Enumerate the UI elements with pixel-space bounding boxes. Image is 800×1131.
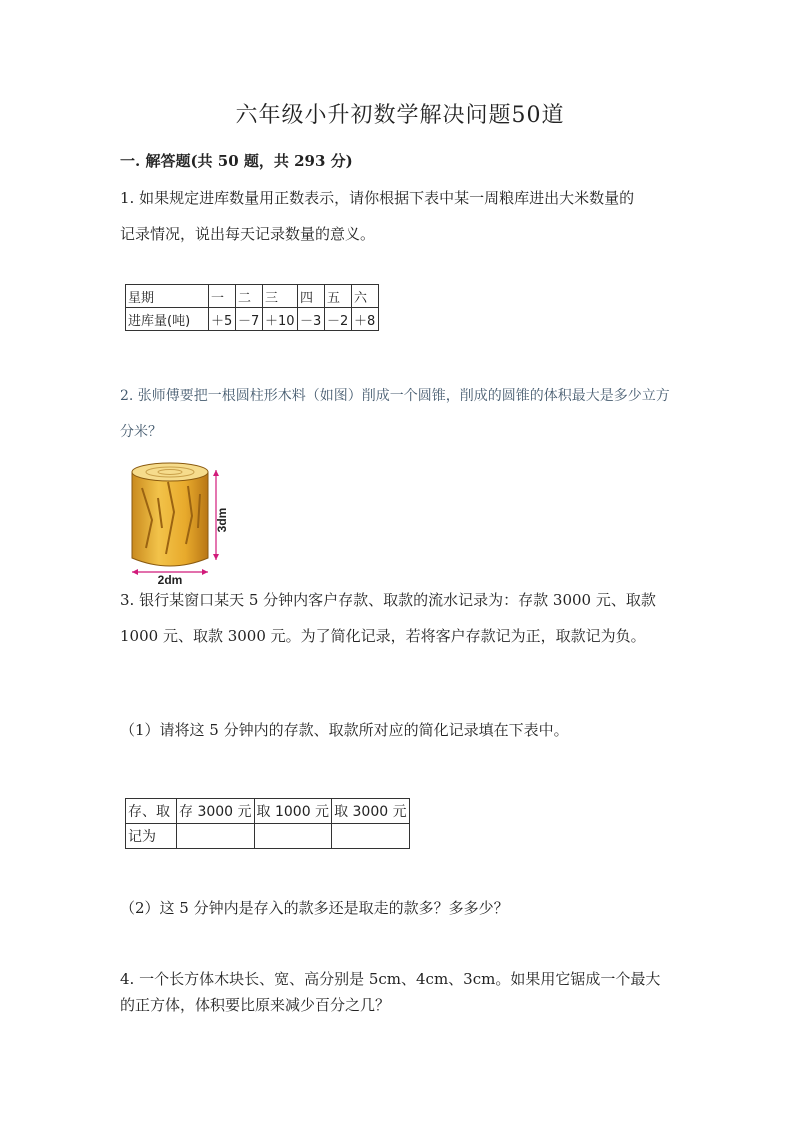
table-cell: －7 bbox=[236, 308, 263, 331]
question-3-sub-1: （1）请将这 5 分钟内的存款、取款所对应的简化记录填在下表中。 bbox=[120, 721, 569, 739]
question-3-line-2: 1000 元、取款 3000 元。为了简化记录，若将客户存款记为正，取款记为负。 bbox=[120, 627, 646, 645]
table-cell: 一 bbox=[209, 285, 236, 308]
question-2-line-2: 分米？ bbox=[120, 424, 162, 440]
table-cell: 存 3000 元 bbox=[177, 799, 255, 824]
width-label: 2dm bbox=[157, 573, 183, 586]
table-row bbox=[126, 308, 379, 331]
section-heading: 一. 解答题(共 50 题，共 293 分) bbox=[120, 152, 353, 170]
question-1-line-1: 1. 如果规定进库数量用正数表示，请你根据下表中某一周粮库进出大米数量的 bbox=[120, 189, 635, 207]
table-cell: ＋10 bbox=[263, 308, 298, 331]
bank-record-table bbox=[125, 798, 410, 849]
question-1-line-2: 记录情况，说出每天记录数量的意义。 bbox=[120, 225, 376, 243]
table-cell: －3 bbox=[298, 308, 325, 331]
page-title: 六年级小升初数学解决问题50道 bbox=[235, 103, 565, 128]
table-cell: 记为 bbox=[126, 824, 177, 849]
question-4-line-1: 4. 一个长方体木块长、宽、高分别是 5cm、4cm、3cm。如果用它锯成一个最大 bbox=[120, 970, 661, 988]
table-cell: 取 1000 元 bbox=[254, 799, 332, 824]
wood-cylinder-figure bbox=[118, 458, 238, 586]
table-cell: ＋8 bbox=[352, 308, 379, 331]
table-cell: 二 bbox=[236, 285, 263, 308]
table-row bbox=[126, 824, 410, 849]
cylinder-body bbox=[132, 472, 208, 566]
question-3-line-1: 3. 银行某窗口某天 5 分钟内客户存款、取款的流水记录为：存款 3000 元、取款 bbox=[120, 591, 656, 609]
table-cell: 三 bbox=[263, 285, 298, 308]
table-cell: －2 bbox=[325, 308, 352, 331]
table-cell: 五 bbox=[325, 285, 352, 308]
table-cell-blank bbox=[254, 824, 332, 849]
question-1 bbox=[120, 180, 690, 252]
table-cell: 存、取 bbox=[126, 799, 177, 824]
height-label: 3dm bbox=[215, 507, 229, 533]
question-4 bbox=[120, 966, 690, 1018]
table-cell: ＋5 bbox=[209, 308, 236, 331]
question-3 bbox=[120, 582, 690, 654]
cylinder-top bbox=[132, 463, 208, 481]
question-2-line-1: 2. 张师傅要把一根圆柱形木料（如图）削成一个圆锥，削成的圆锥的体积最大是多少立方 bbox=[120, 388, 670, 404]
table-row bbox=[126, 285, 379, 308]
question-3-sub-2: （2）这 5 分钟内是存入的款多还是取走的款多？多多少？ bbox=[120, 899, 509, 917]
grain-table bbox=[125, 284, 379, 331]
table-row bbox=[126, 799, 410, 824]
table-cell: 进库量(吨) bbox=[126, 308, 209, 331]
table-cell-blank bbox=[332, 824, 410, 849]
question-4-line-2: 的正方体，体积要比原来减少百分之几？ bbox=[120, 996, 391, 1014]
table-cell: 四 bbox=[298, 285, 325, 308]
table-cell-blank bbox=[177, 824, 255, 849]
table-cell: 星期 bbox=[126, 285, 209, 308]
table-cell: 取 3000 元 bbox=[332, 799, 410, 824]
table-cell: 六 bbox=[352, 285, 379, 308]
question-2 bbox=[120, 378, 690, 450]
